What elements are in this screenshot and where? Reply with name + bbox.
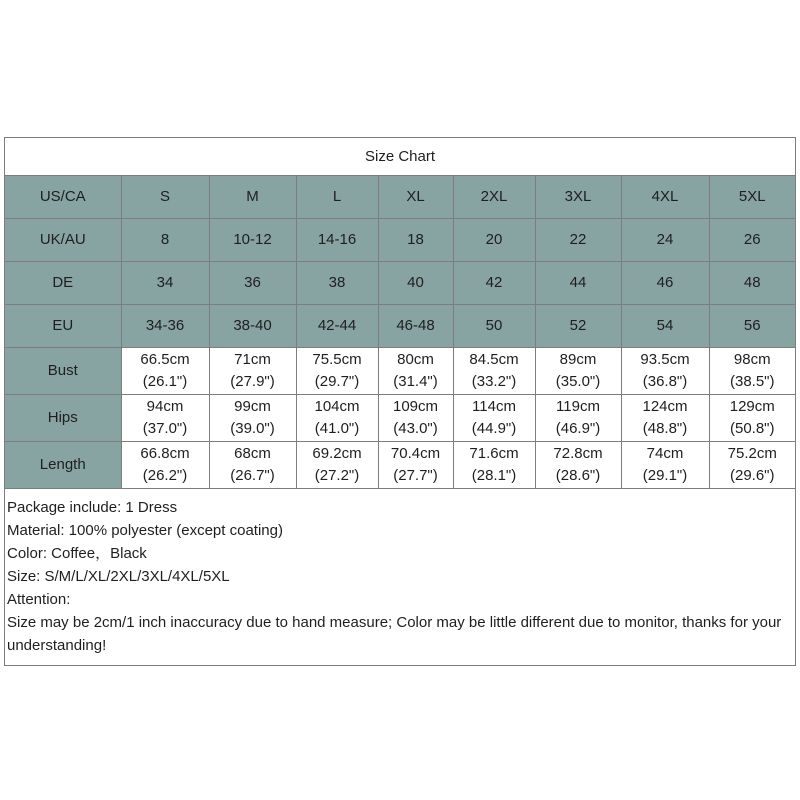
size-note: Size: S/M/L/XL/2XL/3XL/4XL/5XL xyxy=(7,568,230,585)
inch-value: (39.0") xyxy=(230,420,275,437)
material-note: Material: 100% polyester (except coating) xyxy=(7,522,283,539)
cm-value: 124cm xyxy=(642,398,688,415)
measurement-cell xyxy=(535,395,621,442)
measurement-cell xyxy=(121,442,209,489)
size-cell: 2XL xyxy=(453,176,535,219)
row-label: Bust xyxy=(5,348,121,395)
measurement-cell xyxy=(378,442,453,489)
measurement-cell xyxy=(453,395,535,442)
cm-value: 75.5cm xyxy=(312,351,362,368)
size-cell: XL xyxy=(378,176,453,219)
size-cell: 36 xyxy=(209,262,296,305)
measurement-cell xyxy=(621,442,709,489)
cm-value: 69.2cm xyxy=(312,445,362,462)
inch-value: (41.0") xyxy=(314,420,360,437)
inch-value: (27.9") xyxy=(230,373,275,390)
size-cell: L xyxy=(296,176,378,219)
inch-value: (37.0") xyxy=(142,420,188,437)
cm-value: 68cm xyxy=(234,445,271,462)
measurement-cell xyxy=(621,348,709,395)
size-row xyxy=(5,176,795,219)
cm-value: 98cm xyxy=(733,351,771,368)
measurement-cell xyxy=(709,395,795,442)
inch-value: (29.6") xyxy=(729,467,775,484)
inch-value: (33.2") xyxy=(471,373,517,390)
package-note: Package include: 1 Dress xyxy=(7,499,178,516)
size-cell: S xyxy=(121,176,209,219)
measurement-row xyxy=(5,442,795,489)
row-label: UK/AU xyxy=(5,219,121,262)
cm-value: 129cm xyxy=(729,398,775,415)
inch-value: (31.4") xyxy=(393,373,438,390)
measurement-cell xyxy=(209,348,296,395)
cm-value: 71cm xyxy=(234,351,271,368)
product-notes xyxy=(7,496,793,657)
inch-value: (29.1") xyxy=(642,467,688,484)
cm-value: 66.8cm xyxy=(140,445,190,462)
inch-value: (48.8") xyxy=(642,420,688,437)
cm-value: 84.5cm xyxy=(469,351,519,368)
size-cell: 54 xyxy=(621,305,709,348)
inch-value: (38.5") xyxy=(729,373,775,390)
size-cell: 50 xyxy=(453,305,535,348)
size-cell: 46-48 xyxy=(378,305,453,348)
row-label: US/CA xyxy=(5,176,121,219)
row-label: DE xyxy=(5,262,121,305)
measurement-cell xyxy=(296,395,378,442)
size-cell: 4XL xyxy=(621,176,709,219)
inch-value: (27.2") xyxy=(314,467,360,484)
measurement-row xyxy=(5,395,795,442)
size-chart-document xyxy=(4,137,796,666)
inch-value: (35.0") xyxy=(555,373,601,390)
inch-value: (28.6") xyxy=(555,467,601,484)
inch-value: (29.7") xyxy=(314,373,360,390)
size-cell: 20 xyxy=(453,219,535,262)
title-row xyxy=(5,138,795,176)
cm-value: 80cm xyxy=(397,351,434,368)
size-cell: 52 xyxy=(535,305,621,348)
size-cell: 34-36 xyxy=(121,305,209,348)
cm-value: 109cm xyxy=(392,398,439,415)
measurement-cell xyxy=(378,348,453,395)
size-cell: 42-44 xyxy=(296,305,378,348)
cm-value: 114cm xyxy=(472,398,516,415)
cm-value: 89cm xyxy=(559,351,597,368)
cm-value: 119cm xyxy=(556,398,600,415)
size-cell: 46 xyxy=(621,262,709,305)
size-cell: 40 xyxy=(378,262,453,305)
measurement-cell xyxy=(296,348,378,395)
size-cell: 38 xyxy=(296,262,378,305)
cm-value: 71.6cm xyxy=(469,445,519,462)
size-cell: 56 xyxy=(709,305,795,348)
size-row xyxy=(5,262,795,305)
measurement-cell xyxy=(209,395,296,442)
measurement-cell xyxy=(453,442,535,489)
size-cell: 5XL xyxy=(709,176,795,219)
inch-value: (43.0") xyxy=(393,420,438,437)
size-cell: 42 xyxy=(453,262,535,305)
size-cell: M xyxy=(209,176,296,219)
size-cell: 38-40 xyxy=(209,305,296,348)
inch-value: (28.1") xyxy=(471,467,517,484)
size-cell: 10-12 xyxy=(209,219,296,262)
chart-title: Size Chart xyxy=(5,138,795,176)
size-cell: 22 xyxy=(535,219,621,262)
measurement-cell xyxy=(453,348,535,395)
size-row xyxy=(5,219,795,262)
row-label: Hips xyxy=(5,395,121,442)
inch-value: (26.7") xyxy=(230,467,275,484)
color-note: Color: Coffee，Black xyxy=(7,545,147,562)
inch-value: (26.1") xyxy=(142,373,188,390)
measurement-cell xyxy=(121,348,209,395)
measurement-cell xyxy=(709,348,795,395)
size-chart-table xyxy=(5,138,795,489)
size-cell: 18 xyxy=(378,219,453,262)
size-cell: 48 xyxy=(709,262,795,305)
attention-note: Attention: xyxy=(7,591,71,608)
inch-value: (36.8") xyxy=(642,373,688,390)
size-cell: 3XL xyxy=(535,176,621,219)
size-cell: 14-16 xyxy=(296,219,378,262)
measurement-cell xyxy=(709,442,795,489)
measurement-cell xyxy=(121,395,209,442)
measurement-cell xyxy=(296,442,378,489)
inch-value: (44.9") xyxy=(471,420,517,437)
row-label: Length xyxy=(5,442,121,489)
cm-value: 70.4cm xyxy=(390,445,441,462)
cm-value: 104cm xyxy=(314,398,360,415)
measurement-cell xyxy=(535,442,621,489)
disclaimer-note: Size may be 2cm/1 inch inaccuracy due to hand measure; Color may be little different due to monitor, thanks for your understanding! xyxy=(7,614,782,654)
size-cell: 24 xyxy=(621,219,709,262)
cm-value: 99cm xyxy=(234,398,271,415)
cm-value: 66.5cm xyxy=(140,351,190,368)
inch-value: (50.8") xyxy=(729,420,775,437)
size-cell: 8 xyxy=(121,219,209,262)
measurement-cell xyxy=(378,395,453,442)
cm-value: 93.5cm xyxy=(640,351,690,368)
cm-value: 74cm xyxy=(646,445,684,462)
measurement-cell xyxy=(209,442,296,489)
row-label: EU xyxy=(5,305,121,348)
inch-value: (46.9") xyxy=(555,420,601,437)
size-cell: 26 xyxy=(709,219,795,262)
cm-value: 94cm xyxy=(146,398,184,415)
measurement-cell xyxy=(621,395,709,442)
size-cell: 34 xyxy=(121,262,209,305)
measurement-cell xyxy=(535,348,621,395)
size-row xyxy=(5,305,795,348)
cm-value: 75.2cm xyxy=(727,445,777,462)
measurement-row xyxy=(5,348,795,395)
cm-value: 72.8cm xyxy=(553,445,603,462)
inch-value: (26.2") xyxy=(142,467,188,484)
inch-value: (27.7") xyxy=(393,467,438,484)
size-cell: 44 xyxy=(535,262,621,305)
